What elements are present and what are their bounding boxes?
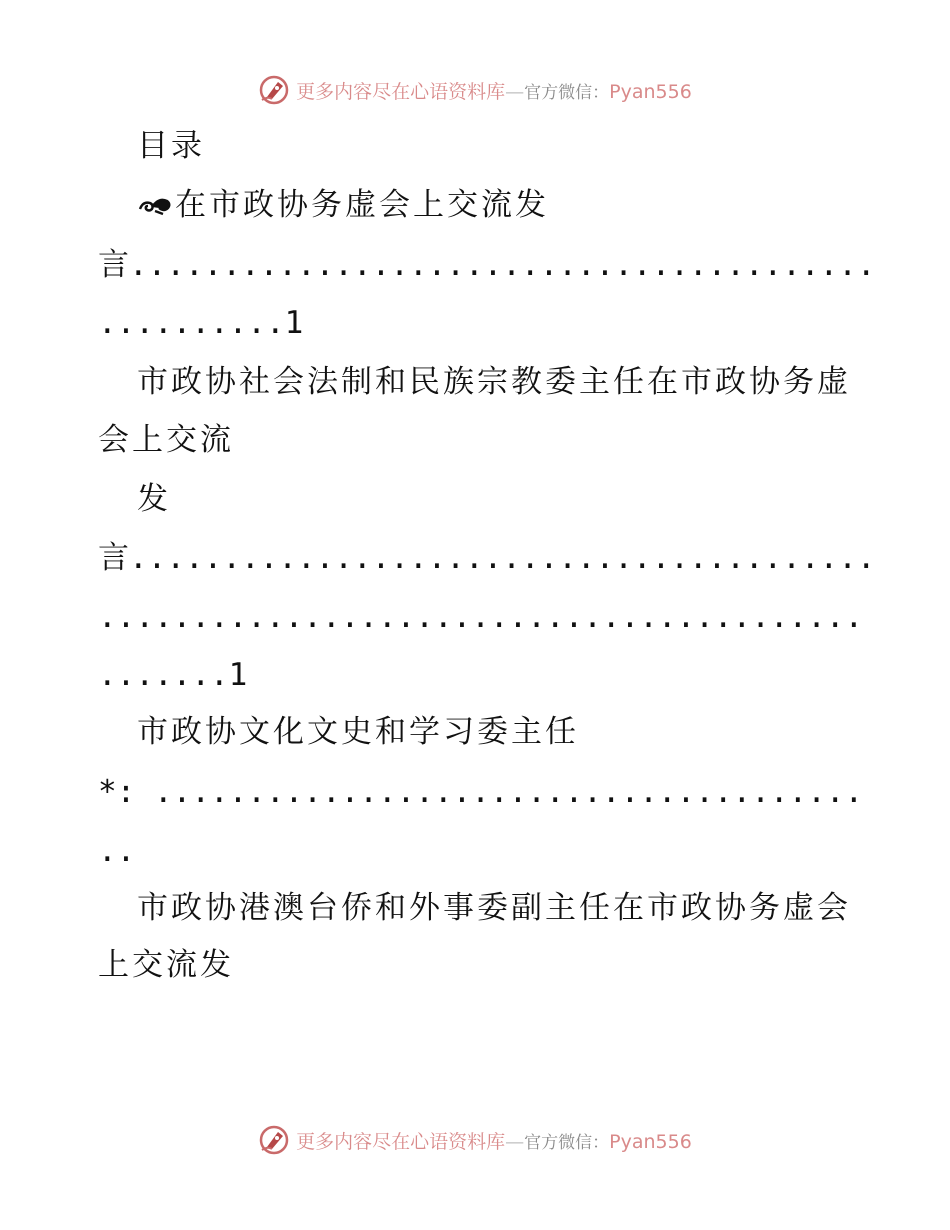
toc-entry-4-title-cont: 上交流发 (98, 947, 234, 983)
toc-entry-3-leader: *: ...................................... (98, 774, 864, 810)
toc-entry-4-title[interactable]: 市政协港澳台侨和外事委副主任在市政协务虚会 (137, 890, 851, 926)
toc-entry-2-leader: 言........................................ (98, 540, 876, 576)
toc-entry-2-leader: ......................................... (98, 599, 864, 635)
pen-nib-logo-icon (258, 1124, 290, 1156)
toc-entry-2-page: .......1 (98, 657, 248, 693)
toc-entry-2-title-cont: 会上交流 (98, 422, 234, 458)
pen-nib-logo-icon (258, 74, 290, 106)
toc-entry-3-title[interactable]: 市政协文化文史和学习委主任 (137, 714, 579, 750)
toc-heading: 目录 (137, 128, 205, 164)
toc-entry-1-page: ..........1 (98, 305, 304, 341)
footer-watermark (0, 1120, 950, 1160)
watermark-text: 更多内容尽在心语资料库—官方微信：Pyan556 (296, 80, 692, 103)
fleuron-icon (137, 193, 173, 217)
toc-entry-1-leader: 言........................................ (98, 247, 876, 283)
header-watermark (0, 70, 950, 110)
toc-entry-2-title[interactable]: 市政协社会法制和民族宗教委主任在市政协务虚 (137, 364, 851, 400)
toc-entry-2-title-cont: 发 (137, 481, 171, 517)
watermark-text: 更多内容尽在心语资料库—官方微信：Pyan556 (296, 1130, 692, 1153)
toc-entry-3-leader: .. (98, 833, 136, 869)
toc-entry-1-title[interactable]: 在市政协务虚会上交流发 (137, 185, 549, 225)
